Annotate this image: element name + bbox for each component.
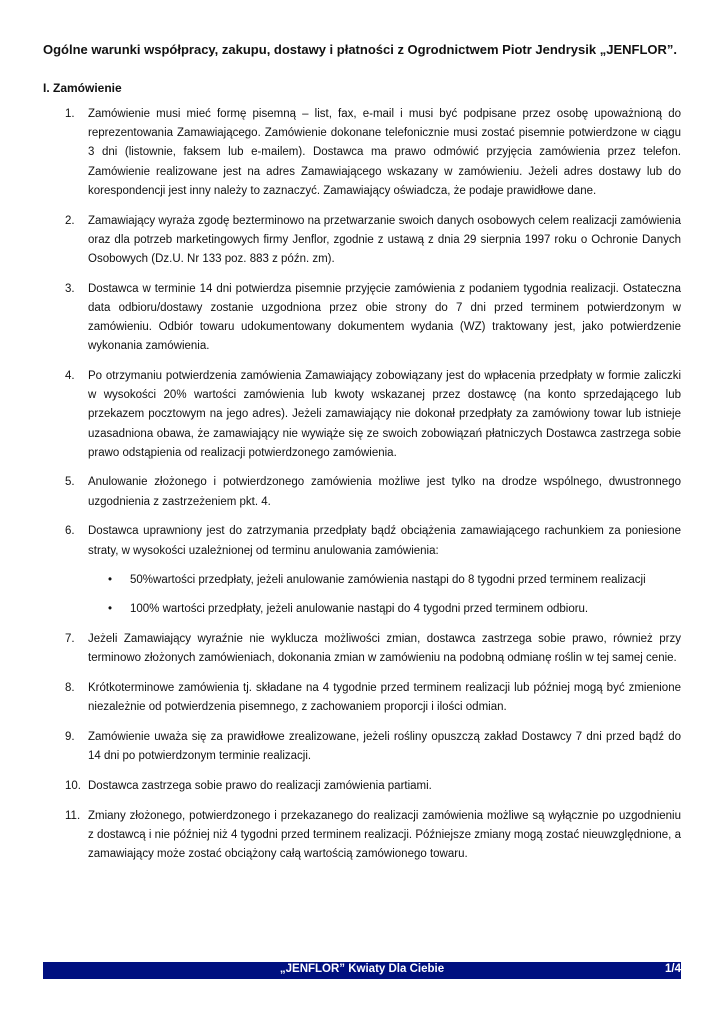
bullet-glyph: • <box>108 603 113 616</box>
clause-text: Zamówienie uważa się za prawidłowe zrealizowane, jeżeli rośliny opuszczą zakład Dostawcy 7 dni przed bądź do 14 dni po potwierdzonym terminie realizacji. <box>88 730 681 763</box>
clause-text: Dostawca w terminie 14 dni potwierdza pisemnie przyjęcie zamówienia z podaniem tygodnia realizacji. Ostateczna data odbioru/dostawy zostanie uzgodniona przez obie strony do 7 dni przed terminem potwierdzonym w zamówieniu. Odbiór towaru udokumentowany dokumentem wydania (WZ) traktowany jest, jako potwierdzenie wykonania zamówienia. <box>88 282 681 353</box>
bullet-text: 100% wartości przedpłaty, jeżeli anulowanie nastąpi do 4 tygodni przed terminem odbioru. <box>130 603 589 616</box>
clause-item <box>43 522 681 619</box>
clause-item <box>43 367 681 463</box>
bullet-item <box>88 600 681 619</box>
clause-item <box>43 212 681 270</box>
clause-item <box>43 473 681 511</box>
document-title: Ogólne warunki współpracy, zakupu, dostawy i płatności z Ogrodnictwem Piotr Jendrysik „JENFLOR”. <box>43 42 677 57</box>
bullet-glyph: • <box>108 573 113 586</box>
bullet-item <box>88 571 681 590</box>
clause-text: Anulowanie złożonego i potwierdzonego zamówienia możliwe jest tylko na drodze wspólnego, dwustronnego uzgodnienia z zastrzeżeniem pkt. 4. <box>88 476 681 508</box>
clause-text: Dostawca zastrzega sobie prawo do realizacji zamówienia partiami. <box>88 779 432 792</box>
clause-text: Dostawca uprawniony jest do zatrzymania przedpłaty bądź obciążenia zamawiającego rachunkiem za poniesione straty, w wysokości uzależnionej od terminu anulowania zamówienia: <box>88 525 681 557</box>
clause-item <box>43 280 681 357</box>
clause-item <box>43 630 681 668</box>
clause-item <box>43 728 681 766</box>
section-heading: I. Zamówienie <box>43 81 122 95</box>
footer-brand-text: „JENFLOR” Kwiaty Dla Ciebie <box>279 963 445 975</box>
page-footer <box>43 962 681 979</box>
bullet-text: 50%wartości przedpłaty, jeżeli anulowanie zamówienia nastąpi do 8 tygodni przed terminem realizacji <box>130 573 646 586</box>
clause-number: 5. <box>65 476 75 489</box>
bullet-list <box>88 571 681 620</box>
page-number: 1/4 <box>665 963 681 975</box>
clause-number: 6. <box>65 525 75 538</box>
clause-item <box>43 777 681 796</box>
clause-number: 8. <box>65 682 75 695</box>
clause-number: 7. <box>65 633 75 646</box>
clause-number: 9. <box>65 730 75 743</box>
clause-item <box>43 807 681 865</box>
clause-text: Jeżeli Zamawiający wyraźnie nie wyklucza możliwości zmian, dostawca zastrzega sobie prawo, również przy terminowo złożonych zamówieniach, dokonania zmian w zamówieniu na podobną odmianę roślin w tej samej cenie. <box>88 633 681 665</box>
clause-number: 11. <box>65 809 81 822</box>
clause-number: 1. <box>65 108 75 120</box>
clause-number: 2. <box>65 214 75 227</box>
clause-text: Zmiany złożonego, potwierdzonego i przekazanego do realizacji zamówienia możliwe są wyłącznie po uzgodnieniu z dostawcą i nie później niż 4 tygodni przed terminem realizacji. Późniejsze zmiany mogą zostać nieuwzględnione, a zamawiający może zostać obciążony całą wartością zamówionego towaru. <box>88 809 681 860</box>
clause-number: 4. <box>65 369 75 382</box>
clause-number: 10. <box>65 779 81 792</box>
clause-item <box>43 679 681 717</box>
clause-text: Zamawiający wyraża zgodę bezterminowo na przetwarzanie swoich danych osobowych celem realizacji zamówienia oraz dla potrzeb marketingowych firmy Jenflor, zgodnie z ustawą z dnia 29 sierpnia 1997 roku o Ochronie Danych Osobowych (Dz.U. Nr 133 poz. 883 z późn. zm). <box>88 214 681 265</box>
clause-text: Krótkoterminowe zamówienia tj. składane na 4 tygodnie przed terminem realizacji lub później mogą być zmienione niezależnie od potwierdzenia pisemnego, z zachowaniem proporcji i ilości odmian. <box>88 682 681 714</box>
clause-list <box>43 105 681 875</box>
clause-text: Po otrzymaniu potwierdzenia zamówienia Zamawiający zobowiązany jest do wpłacenia przedpłaty w formie zaliczki w wysokości 20% wartości zamówienia lub kwoty wskazanej przez dostawcę (na konto sprzedającego lub przekazem pocztowym na jego adres). Jeżeli zamawiający nie dokonał przedpłaty za zamówiony towar lub istnieje uzasadniona obawa, że zamawiający nie wywiąże się ze swoich zobowiązań płatniczych Dostawca zastrzega sobie prawo odstąpienia od realizacji potwierdzonego zamówienia. <box>88 369 681 459</box>
clause-text: Zamówienie musi mieć formę pisemną – list, fax, e-mail i musi być podpisane przez osobę upoważnioną do reprezentowania Zamawiającego. Zamówienie dokonane telefonicznie musi zostać pisemnie potwierdzone w ciągu 3 dni (listownie, faksem lub e-mailem). Dostawca ma prawo odmówić przyjęcia zamówienia przez telefon. Zamówienie realizowane jest na adres Zamawiającego wskazany w zamówieniu. Jeżeli adres dostawy lub do korespondencji jest inny należy to zaznaczyć. Zamawiający oświadcza, że podaje prawidłowe dane. <box>88 108 681 197</box>
clause-item <box>43 105 681 201</box>
clause-number: 3. <box>65 282 75 295</box>
